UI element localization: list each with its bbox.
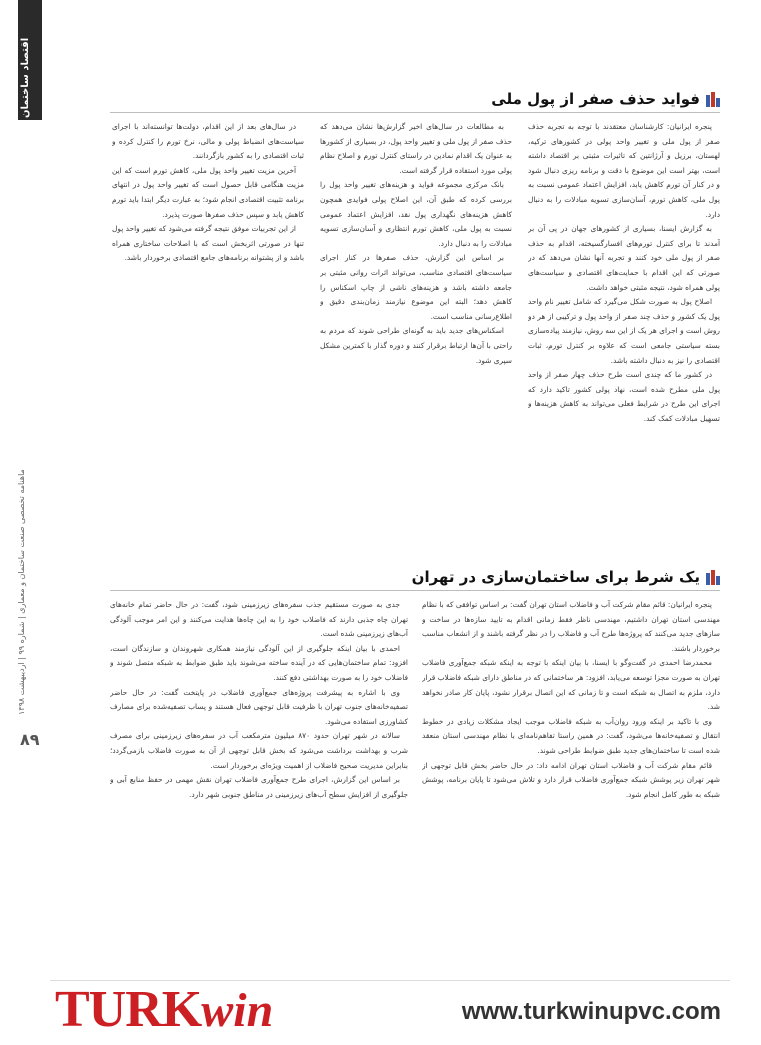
article-paragraph: وی با اشاره به پیشرفت پروژه‌های جمع‌آوری فاضلاب در پایتخت گفت: در حال حاضر تصفیه‌خانه‌های جنوب تهران با ظرفیت قابل توجهی فعال هستند و پساب تصفیه‌شده برای مصارف کشاورزی استفاده می‌شود. (110, 687, 408, 726)
turkwin-logo (55, 981, 274, 1038)
article-paragraph: اصلاح پول به صورت شکل‌ می‌گیرد که شامل تغییر نام واحد پول یک کشور و حذف چند صفر از واحد پول و ترکیبی از هر دو روش است و اجرای هر یک از این سه روش، نیازمند پیاده‌سازی بسته سیاستی جامعی است که علاوه بر کنترل تورم، ثبات اقتصادی را نیز به دنبال داشته باشد. (528, 297, 720, 365)
article-paragraph: در سال‌های بعد از این اقدام، دولت‌ها توانسته‌اند با اجرای سیاست‌های انضباط پولی و مالی، نرخ تورم را کنترل کرده و ثبات اقتصادی را به کشور بازگردانند. (112, 122, 304, 161)
article-paragraph: پنجره ایرانیان: کارشناسان معتقدند با توجه به تجربه حذف صفر از پول ملی و تغییر واحد پولی در کشورهای ترکیه، لهستان، برزیل و آرژانتین که تاثیرات مثبتی بر اقتصاد داشته است، بهتر است این موضوع با دقت و برنامه ریزی دنبال شود و در کنار آن تورم کاهش یابد، افزایش اعتماد عمومی نسبت به پول ملی، کاهش تورم، آسان‌سازی تسویه مبادلات را به دنبال دارد. (528, 122, 720, 219)
advertisement-url[interactable]: www.turkwinupvc.com (461, 998, 721, 1025)
article-paragraph: بانک مرکزی مجموعه فواید و هزینه‌های تغییر واحد پول را بررسی کرده که طبق آن، این اصلاح پولی فوایدی همچون کاهش هزینه‌های نگهداری پول نقد، افزایش اعتماد عمومی نسبت به پول ملی، کاهش تورم انتظاری و آسان‌سازی تسویه مبادلات را به دنبال دارد. (320, 180, 512, 248)
article-paragraph: جدی به صورت مستقیم جذب سفره‌های زیرزمینی شود، گفت: در حال حاضر تمام خانه‌های تهران چاه جذبی دارند که فاضلاب خود را به این چاه‌ها هدایت می‌کنند و این امر موجب آلودگی آب‌های زیرزمینی شده است. (110, 600, 408, 639)
article-paragraph: محمدرضا احمدی در گفت‌وگو با ایسنا، با بیان اینکه با توجه به اینکه شبکه جمع‌آوری فاضلاب تهران به صورت مجزا توسعه می‌یابد، افزود: هر ساختمانی که در مناطق دارای شبکه فاضلاب قرار دارد، ملزم به اتصال به شبکه است و تا زمانی که این اتصال برقرار نشود، پایان کار صادر نخواهد شد. (422, 658, 720, 712)
logo-text-main: TURK (55, 981, 202, 1038)
headline-divider (110, 112, 720, 113)
bar-chart-icon (706, 569, 720, 585)
running-footer: ماهنامه تخصصی صنعت ساختمان و معماری | شماره ۹۹ | اردیبهشت ۱۳۹۸ (17, 469, 26, 715)
page-number: ۸۹ (20, 730, 40, 749)
text-column (528, 120, 720, 550)
article-paragraph: از این تجربیات موفق نتیجه گرفته می‌شود که تغییر واحد پول تنها در صورتی اثربخش است که با اصلاحات ساختاری همراه باشد و از پشتوانه برنامه‌های جامع اقتصادی برخوردار باشد. (112, 224, 304, 263)
article-zero-removal (110, 88, 720, 558)
bar-chart-icon (706, 91, 720, 107)
article-body (110, 120, 720, 550)
text-column (422, 598, 720, 968)
article-paragraph: پنجره ایرانیان: قائم مقام شرکت آب و فاضلاب استان تهران گفت: بر اساس توافقی که با نظام مهندسی استان تهران داشتیم، مهندسی ناظر فقط زمانی اقدام به تایید سازه‌ها در ساخت و سازهای جدید می‌کنند که پروژه‌ها طرح آب و فاضلاب را در نظر گرفته باشند و از انشعاب مناسب برخوردار باشند. (422, 600, 720, 653)
article-tehran-construction (110, 566, 720, 976)
article-paragraph: به مطالعات در سال‌های اخیر گزارش‌ها نشان می‌دهد که حذف صفر از پول ملی و تغییر واحد پول، در بسیاری از کشورها به عنوان یک اقدام نمادین در راستای کنترل تورم و اصلاح نظام پولی مورد استفاده قرار گرفته است. (320, 122, 512, 175)
article-paragraph: وی با تاکید بر اینکه ورود روان‌آب به شبکه فاضلاب موجب ایجاد مشکلات زیادی در خطوط انتقال و تصفیه‌خانه‌ها می‌شود، گفت: در همین راستا تفاهم‌نامه‌ای با نظام مهندسی استان منعقد شده است تا ساختمان‌های جدید طبق ضوابط طراحی شوند. (422, 716, 720, 755)
article-paragraph: اسکناس‌های جدید باید به گونه‌ای طراحی شوند که مردم به راحتی با آن‌ها ارتباط برقرار کنند و دوره گذار با کمترین مشکل سپری شود. (320, 326, 512, 365)
article-paragraph: قائم مقام شرکت آب و فاضلاب استان تهران ادامه داد: در حال حاضر بخش قابل توجهی از شهر تهران زیر پوشش شبکه جمع‌آوری فاضلاب قرار دارد و تلاش می‌شود تا پایان برنامه، پوشش شبکه به طور کامل انجام شود. (422, 760, 720, 799)
article-paragraph: در کشور ما که چندی است طرح حذف چهار صفر از واحد پول ملی مطرح شده است، نهاد پولی کشور تاکید دارد که اجرای این طرح در شرایط فعلی می‌تواند به کاهش هزینه‌ها و تسهیل مبادلات کمک کند. (528, 370, 720, 423)
text-column (320, 120, 512, 550)
text-column (112, 120, 304, 550)
article-body (110, 598, 720, 968)
article-paragraph: بر اساس این گزارش، حذف صفرها در کنار اجرای سیاست‌های اقتصادی مناسب، می‌تواند اثرات روانی مثبتی بر جامعه داشته باشد و هزینه‌های ناشی از چاپ اسکناس را کاهش دهد؛ البته این موضوع نیازمند زمان‌بندی دقیق و اطلاع‌رسانی مناسب است. (320, 253, 512, 321)
article-title: فواید حذف صفر از پول ملی (491, 90, 700, 108)
logo-text-accent: win (201, 984, 274, 1037)
article-paragraph: آخرین مزیت تغییر واحد پول ملی، کاهش تورم است که این مزیت هنگامی قابل حصول است که تغییر واحد پول در انتهای برنامه تثبیت اقتصادی انجام شود؛ به عبارت دیگر ابتدا باید تورم کاهش یابد و سپس حذف صفرها صورت پذیرد. (112, 165, 304, 219)
text-column (110, 598, 408, 968)
article-paragraph: احمدی با بیان اینکه جلوگیری از این آلودگی نیازمند همکاری شهروندان و سازندگان است، افزود: تمام ساختمان‌هایی که در آینده ساخته می‌شوند باید طبق ضوابط به شبکه متصل شوند و فاضلاب خود را به صورت بهداشتی دفع کنند. (110, 643, 408, 682)
article-paragraph: به گزارش ایسنا، بسیاری از کشورهای جهان در پی آن بر آمدند تا برای کنترل تورم‌های افسارگسیخته، اقدام به حذف صفر از پول ملی خود کنند و تجربه آنها نشان می‌دهد که در صورتی که این اقدام با حمایت‌های اقتصادی و سیاست‌های پولی همراه شود، نتیجه مثبتی خواهد داشت. (528, 224, 720, 292)
article-title: یک شرط برای ساختمان‌سازی در تهران (411, 568, 700, 586)
headline-divider (110, 590, 720, 591)
article-paragraph: سالانه در شهر تهران حدود ۸۷۰ میلیون مترمکعب آب در سفره‌های زیرزمینی برای مصرف شرب و بهداشت برداشت می‌شود که بخش قابل توجهی از آن به صورت فاضلاب بازمی‌گردد؛ بنابراین مدیریت صحیح فاضلاب از اهمیت ویژه‌ای برخوردار است. (110, 731, 408, 770)
section-tab-label: اقتصاد ساختمان (20, 37, 31, 118)
section-tab (18, 0, 42, 120)
article-paragraph: بر اساس این گزارش، اجرای طرح جمع‌آوری فاضلاب تهران نقش مهمی در حفظ منابع آبی و جلوگیری از افزایش سطح آب‌های زیرزمینی در مناطق جنوبی شهر دارد. (110, 775, 408, 799)
article-headline (412, 566, 720, 588)
article-headline (491, 88, 720, 110)
